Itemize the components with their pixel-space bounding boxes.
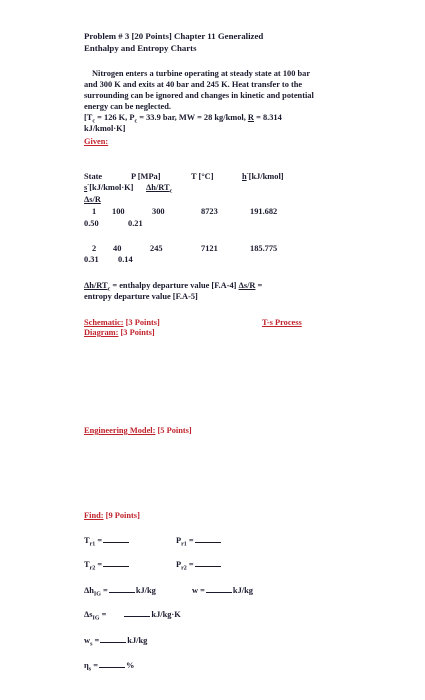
find-ws: $w_s = kJ/kg$ <box>84 636 148 648</box>
row2-hbar: 7121 <box>201 244 218 253</box>
row2-state: 2 <box>92 244 97 253</box>
tr2-blank[interactable] <box>103 558 129 567</box>
table-header-state: State <box>84 172 103 181</box>
table-header-hbar: h-[kJ/kmol] <box>242 171 284 181</box>
find-efficiency: $\eta_s$ = % <box>84 661 135 673</box>
row2-entropy-departure: 0.14 <box>118 255 133 264</box>
work-blank[interactable] <box>206 584 232 593</box>
given-label: Given: <box>84 137 109 146</box>
departure-note-line1: $\Delta h/RT_c$ = enthalpy departure value [F.A-4] Δs/R = <box>84 281 263 293</box>
eta-blank[interactable] <box>99 659 125 668</box>
find-work: w = kJ/kg <box>192 586 253 595</box>
engineering-model-heading: Engineering Model: [5 Points] <box>84 426 192 435</box>
schematic-heading: Schematic: [3 Points] <box>84 318 160 327</box>
row1-pressure: 100 <box>112 207 125 216</box>
table-header-pressure: P [MPa] <box>131 172 161 181</box>
row1-entropy-departure: 0.21 <box>128 219 143 228</box>
row1-temperature: 300 <box>152 207 165 216</box>
table-header-sbar: s-[kJ/kmol·K] <box>84 182 134 192</box>
find-ds-ig: $\Delta s_{IG} = kJ/kg\cdot K$ <box>84 610 181 622</box>
problem-statement: Nitrogen enters a turbine operating at steady state at 100 bar and 300 K and exits at 40 bar and 245 K. Heat transfer to the surrounding can be ignored and changes in kinetic and potential energy can be neglected. <box>84 69 314 111</box>
row2-temperature: 245 <box>150 244 163 253</box>
find-tr1: $T_{r1}$ = <box>84 534 130 546</box>
table-header-enthalpy-departure: $\Delta h/RT_c$ <box>146 183 173 195</box>
tr1-blank[interactable] <box>103 534 129 543</box>
find-pr2: $P_{r2}$ = <box>176 558 222 570</box>
problem-title-line1: Problem # 3 [20 Points] Chapter 11 Generalized <box>84 31 264 41</box>
find-dh-ig: $\Delta h_{IG} = kJ/kg$ <box>84 586 156 598</box>
table-header-entropy-departure: Δs/R <box>84 195 101 204</box>
find-tr2: $T_{r2}$ = <box>84 558 130 570</box>
pr2-blank[interactable] <box>195 558 221 567</box>
row2-sbar: 185.775 <box>250 244 278 253</box>
row2-enthalpy-departure: 0.31 <box>84 255 99 264</box>
find-pr1: $P_{r1}$ = <box>176 534 222 546</box>
constants-line-2: kJ/kmol·K] <box>84 124 126 133</box>
table-header-temperature: T [°C] <box>191 172 214 181</box>
pr1-blank[interactable] <box>195 534 221 543</box>
departure-note-line2: entropy departure value [F.A-5] <box>84 292 198 301</box>
dh-ig-blank[interactable] <box>109 584 135 593</box>
diagram-heading: Diagram: [3 Points] <box>84 328 155 337</box>
constants-line: [$T_c = 126$ K, $P_c = 33.9$ bar, MW = 28 kg/kmol, R = 8.314 <box>84 113 282 125</box>
row1-hbar: 8723 <box>201 207 218 216</box>
row1-state: 1 <box>92 207 97 216</box>
ws-blank[interactable] <box>100 634 126 643</box>
row1-enthalpy-departure: 0.50 <box>84 219 99 228</box>
ds-ig-blank[interactable] <box>124 608 150 617</box>
problem-title-line2: Enthalpy and Entropy Charts <box>84 43 197 53</box>
find-heading: Find: [9 Points] <box>84 511 140 520</box>
ts-process-heading: T-s Process <box>262 318 302 327</box>
row1-sbar: 191.682 <box>250 207 278 216</box>
row2-pressure: 40 <box>113 244 122 253</box>
